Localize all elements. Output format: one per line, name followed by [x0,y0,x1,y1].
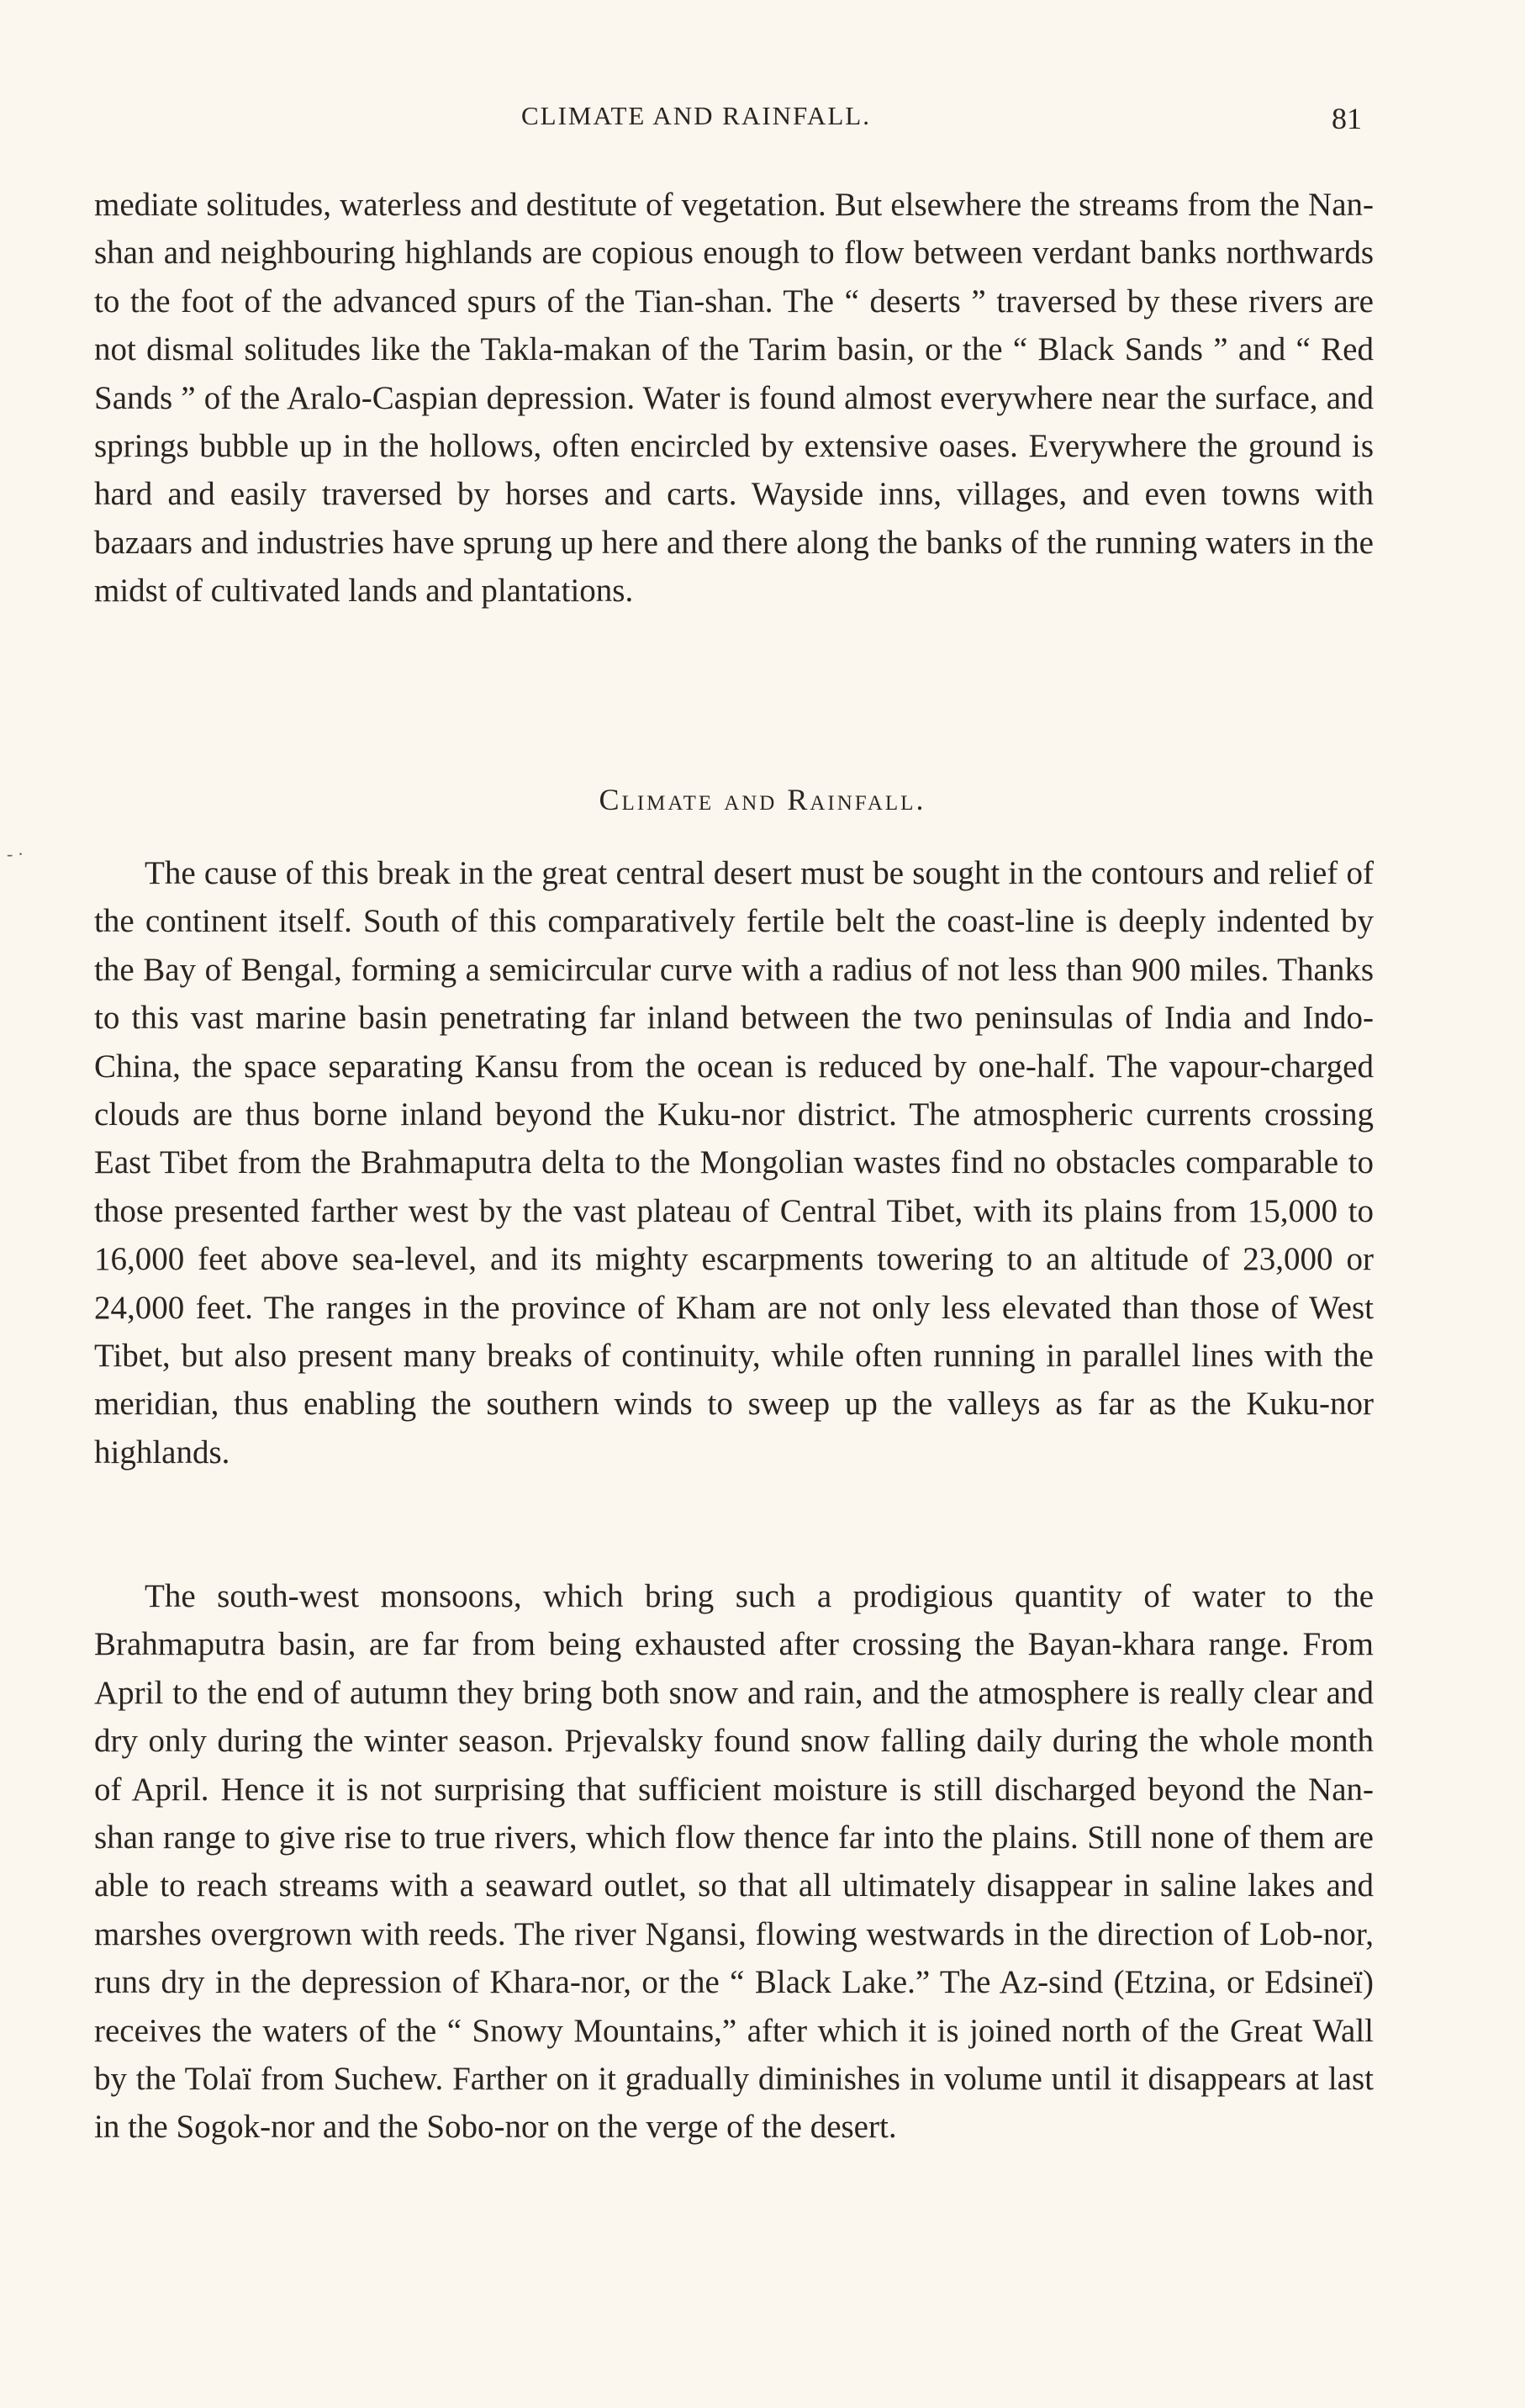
section-heading: Climate and Rainfall. [599,783,926,816]
running-head: CLIMATE AND RAINFALL. [521,101,871,130]
paragraph-3: The south-west monsoons, which bring such a prodigious quantity of water to the Brahmaputra basin, are far from being exhausted after crossing the Bayan-khara range. From April to the end of autumn they bring both snow and rain, and the atmosphere is really clear and dry only during the winter season. Prjevalsky found snow falling daily during the whole month of April. Hence it is not surprising that sufficient moisture is still discharged beyond the Nan-shan range to give rise to true rivers, which flow thence far into the plains. Still none of them are able to reach streams with a seaward outlet, so that all ultimately disappear in saline lakes and marshes overgrown with reeds. The river Ngansi, flowing westwards in the direction of Lob-nor, runs dry in the depression of Khara-nor, or the “ Black Lake.” The Az-sind (Etzina, or Edsineï) receives the waters of the “ Snowy Mountains,” after which it is joined north of the Great Wall by the Tolaï from Suchew. Farther on it gradually diminishes in volume until it disappears at last in the Sogok-nor and the Sobo-nor on the verge of the desert. [94,1578,1374,2146]
page-header [521,101,1362,151]
paragraph-2: The cause of this break in the great central desert must be sought in the contours and relief of the continent itself. South of this comparatively fertile belt the coast-line is deeply indented by the Bay of Bengal, forming a semicircular curve with a radius of not less than 900 miles. Thanks to this vast marine basin penetrating far inland between the two peninsulas of India and Indo-China, the space separating Kansu from the ocean is reduced by one-half. The vapour-charged clouds are thus borne inland beyond the Kuku-nor district. The atmospheric currents crossing East Tibet from the Brahmaputra delta to the Mongolian wastes find no obstacles comparable to those presented farther west by the vast plateau of Central Tibet, with its plains from 15,000 to 16,000 feet above sea-level, and its mighty escarpments towering to an altitude of 23,000 or 24,000 feet. The ranges in the province of Kham are not only less elevated than those of West Tibet, but also present many breaks of continuity, while often running in parallel lines with the meridian, thus enabling the southern winds to sweep up the valleys as far as the Kuku-nor highlands. [94,855,1374,1471]
page-number: 81 [1332,102,1362,135]
margin-speck: - · [7,843,24,864]
paragraph-1: mediate solitudes, waterless and destitute of vegetation. But elsewhere the streams from the Nan-shan and neighbouring highlands are copious enough to flow between verdant banks northwards to the foot of the advanced spurs of the Tian-shan. The “ deserts ” traversed by these rivers are not dismal solitudes like the Takla-makan of the Tarim basin, or the “ Black Sands ” and “ Red Sands ” of the Aralo-Caspian depression. Water is found almost everywhere near the surface, and springs bubble up in the hollows, often encircled by extensive oases. Everywhere the ground is hard and easily traversed by horses and carts. Wayside inns, villages, and even towns with bazaars and industries have sprung up here and there along the banks of the running waters in the midst of cultivated lands and plantations. [94,187,1374,610]
